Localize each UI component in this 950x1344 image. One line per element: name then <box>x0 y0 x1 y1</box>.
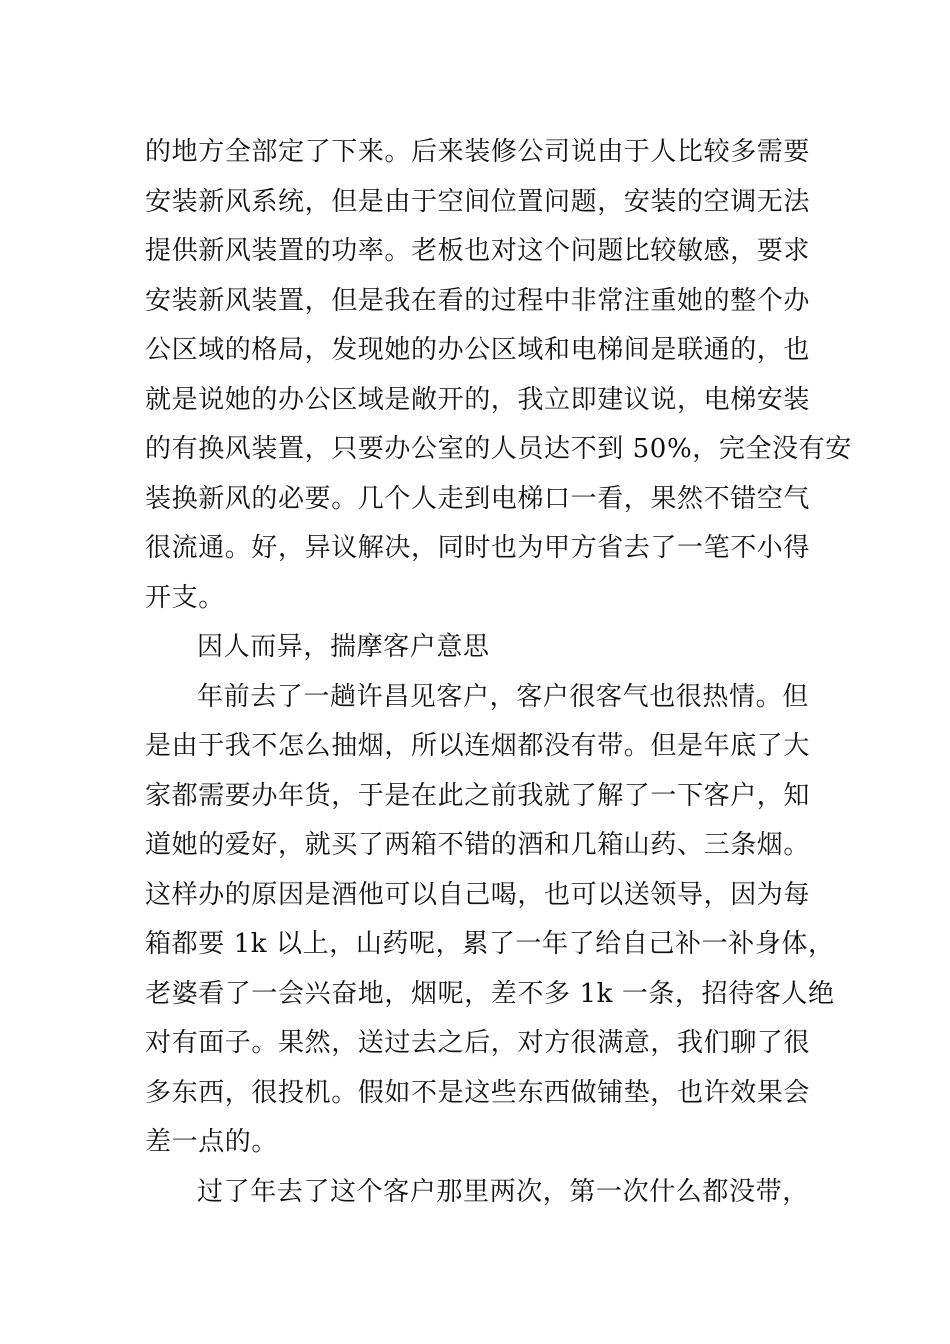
text-line: 对有面子。果然，送过去之后，对方很满意，我们聊了很 <box>145 1028 811 1058</box>
text-line: 的地方全部定了下来。后来装修公司说由于人比较多需要 <box>145 137 811 167</box>
text-line: 很流通。好，异议解决，同时也为甲方省去了一笔不小得 <box>145 533 811 563</box>
body-text <box>145 128 852 1217</box>
text-line: 安装新风系统，但是由于空间位置问题，安装的空调无法 <box>145 186 811 217</box>
text-line: 多东西，很投机。假如不是这些东西做铺垫，也许效果会 <box>145 1077 811 1108</box>
text-line: 老婆看了一会兴奋地，烟呢，差不多 1k 一条，招待客人绝 <box>145 978 835 1009</box>
text-line: 年前去了一趟许昌见客户，客户很客气也很热情。但 <box>197 681 809 712</box>
text-line: 差一点的。 <box>145 1127 279 1157</box>
text-line: 开支。 <box>145 582 225 613</box>
text-line: 家都需要办年货，于是在此之前我就了解了一下客户，知 <box>145 780 811 811</box>
text-line: 安装新风装置，但是我在看的过程中非常注重她的整个办 <box>145 285 811 316</box>
text-line: 这样办的原因是酒他可以自己喝，也可以送领导，因为每 <box>145 879 811 910</box>
text-line: 装换新风的必要。几个人走到电梯口一看，果然不错空气 <box>145 483 811 514</box>
text-line: 是由于我不怎么抽烟，所以连烟都没有带。但是年底了大 <box>145 731 811 761</box>
text-line: 过了年去了这个客户那里两次，第一次什么都没带， <box>197 1176 809 1207</box>
text-line: 箱都要 1k 以上，山药呢，累了一年了给自己补一补身体， <box>145 929 835 959</box>
text-line: 提供新风装置的功率。老板也对这个问题比较敏感，要求 <box>145 236 811 266</box>
text-line: 公区域的格局，发现她的办公区域和电梯间是联通的，也 <box>145 335 811 365</box>
text-line: 道她的爱好，就买了两箱不错的酒和几箱山药、三条烟。 <box>145 830 811 860</box>
text-line: 就是说她的办公区域是敞开的，我立即建议说，电梯安装 <box>145 384 811 415</box>
text-line: 的有换风装置，只要办公室的人员达不到 50%，完全没有安 <box>145 434 852 464</box>
section-heading: 因人而异，揣摩客户意思 <box>197 632 490 662</box>
